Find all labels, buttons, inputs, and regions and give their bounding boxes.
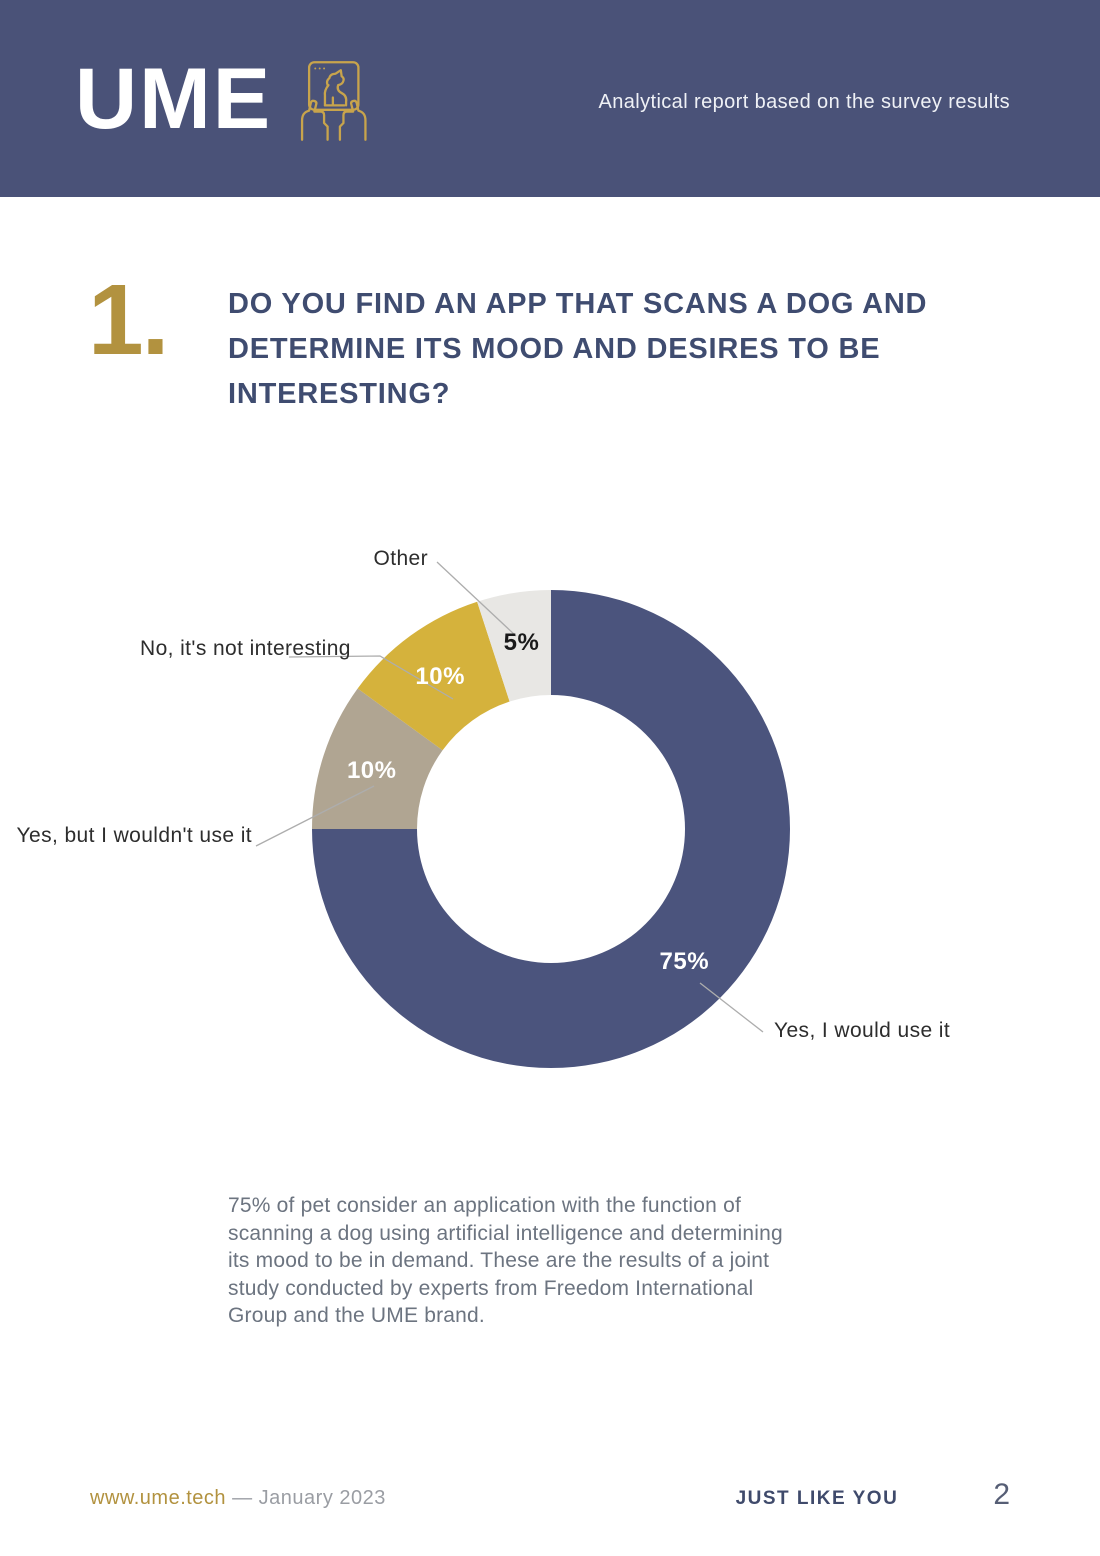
website-link[interactable]: www.ume.tech: [90, 1487, 227, 1509]
page-header: [0, 0, 1100, 197]
hands-holding-tablet-dog-icon: [286, 57, 378, 145]
callout-label-yes-would-use: Yes, I would use it: [774, 1019, 951, 1042]
donut-chart: [0, 540, 1100, 1160]
segment-value-not-interesting: 10%: [415, 662, 465, 690]
question-number: 1.: [88, 264, 168, 376]
callout-label-yes-but-wouldnt-use: Yes, but I wouldn't use it: [16, 824, 252, 847]
footer-right: [736, 1478, 1010, 1512]
segment-value-yes-would-use: 75%: [659, 948, 710, 976]
page-footer: [90, 1478, 1010, 1512]
segment-value-other: 5%: [503, 628, 540, 656]
ume-logo: [75, 50, 378, 147]
question-block: [88, 264, 1018, 417]
footer-date: — January 2023: [232, 1487, 386, 1509]
ume-logo-text: UME: [75, 50, 273, 147]
question-title: DO YOU FIND AN APP THAT SCANS A DOG AND DETERMINE ITS MOOD AND DESIRES TO BE INTERESTING?: [228, 288, 928, 410]
callout-label-not-interesting: No, it's not interesting: [140, 637, 351, 660]
donut-chart-area: [0, 540, 1100, 1160]
page-number: 2: [993, 1478, 1010, 1511]
footer-left: [90, 1487, 386, 1510]
report-subtitle: Analytical report based on the survey results: [598, 91, 1010, 113]
summary-paragraph: 75% of pet consider an application with the function of scanning a dog using artificial intelligence and determining its mood to be in demand. These are the results of a joint study conducted by experts from Freedom International Group and the UME brand.: [228, 1194, 783, 1328]
segment-value-yes-but: 10%: [346, 756, 397, 784]
callout-label-other: Other: [373, 547, 428, 570]
footer-tagline: JUST LIKE YOU: [735, 1488, 899, 1509]
